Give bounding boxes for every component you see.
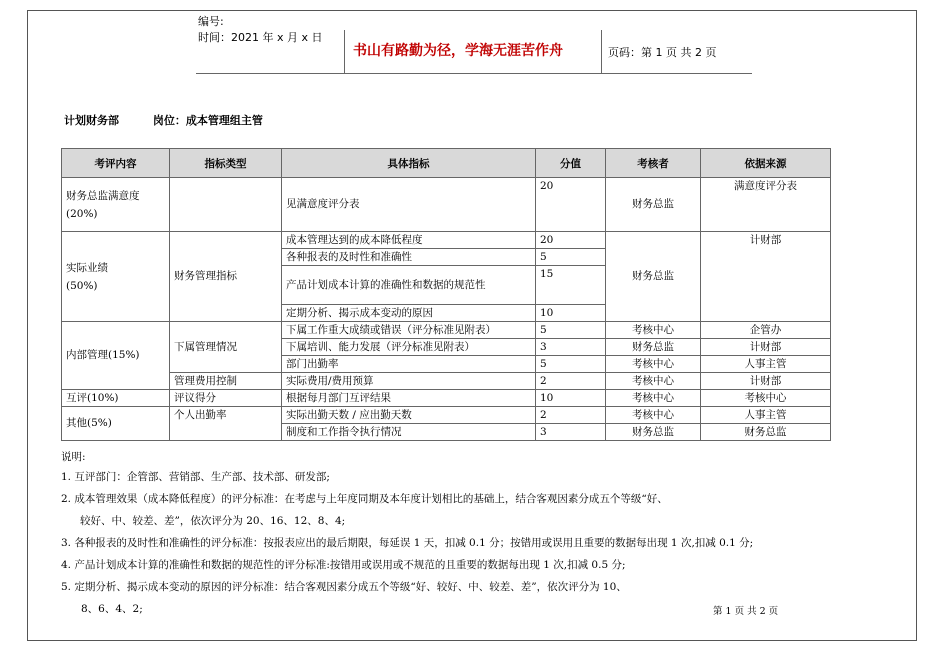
score-cell: 3 (536, 424, 606, 441)
note-item-continuation: 较好、中、较差、差”，依次评分为 20、16、12、8、4; (80, 515, 346, 527)
content-cell: 内部管理(15%) (62, 322, 170, 390)
page-footer: 第 1 页 共 2 页 (713, 606, 779, 617)
indicator-cell: 见满意度评分表 (282, 178, 536, 232)
table-row (62, 390, 831, 407)
assessor-cell: 财务总监 (606, 178, 701, 232)
content-cell (62, 178, 170, 232)
indicator-cell: 定期分析、揭示成本变动的原因 (282, 305, 536, 322)
note-item: 3. 各种报表的及时性和准确性的评分标准：按报表应出的最后期限，每延误 1 天，扣减 0.1 分；按错用或误用且重要的数据每出现 1 次,扣减 0.1 分; (61, 537, 754, 549)
notes-section (61, 448, 861, 620)
assessor-cell: 考核中心 (606, 356, 701, 373)
source-cell: 满意度评分表 (701, 178, 831, 232)
score-cell: 3 (536, 339, 606, 356)
indicator-cell: 下属培训、能力发展（评分标准见附表） (282, 339, 536, 356)
assessor-cell: 财务总监 (606, 232, 701, 322)
content-label: 财务总监满意度 (66, 189, 140, 202)
header-motto: 书山有路勤为径，学海无涯苦作舟 (353, 43, 563, 59)
source-cell: 计财部 (701, 339, 831, 356)
position-title: 岗位：成本管理组主管 (152, 114, 263, 127)
content-cell: 其他(5%) (62, 407, 170, 441)
table-row (62, 407, 831, 424)
source-cell: 人事主管 (701, 356, 831, 373)
table-row (62, 232, 831, 249)
indicator-cell: 实际出勤天数 / 应出勤天数 (282, 407, 536, 424)
table-row (62, 322, 831, 339)
notes-title: 说明: (61, 451, 86, 463)
header-type: 指标类型 (170, 149, 282, 178)
indicator-cell: 制度和工作指令执行情况 (282, 424, 536, 441)
content-cell (62, 232, 170, 322)
department-line (64, 112, 293, 128)
indicator-cell: 实际费用/费用预算 (282, 373, 536, 390)
assessor-cell: 考核中心 (606, 407, 701, 424)
note-item-continuation: 8、6、4、2; (81, 603, 143, 615)
score-cell: 20 (536, 178, 606, 232)
indicator-cell: 产品计划成本计算的准确性和数据的规范性 (282, 266, 536, 305)
score-cell: 5 (536, 356, 606, 373)
note-item: 4. 产品计划成本计算的准确性和数据的规范性的评分标准:按错用或误用或不规范的且重要的数据每出现 1 次,扣减 0.5 分; (61, 559, 626, 571)
source-cell: 考核中心 (701, 390, 831, 407)
note-item: 5. 定期分析、揭示成本变动的原因的评分标准：结合客观因素分成五个等级“好、较好、中、较差、差”，依次评分为 10、 (61, 581, 627, 593)
type-cell: 个人出勤率 (170, 407, 282, 441)
table-header-row (62, 149, 831, 178)
type-cell: 管理费用控制 (170, 373, 282, 390)
assessor-cell: 财务总监 (606, 424, 701, 441)
source-cell: 人事主管 (701, 407, 831, 424)
content-weight: (50%) (66, 279, 98, 292)
assessor-cell: 考核中心 (606, 322, 701, 339)
indicator-cell: 根据每月部门互评结果 (282, 390, 536, 407)
assessor-cell: 考核中心 (606, 390, 701, 407)
document-date: 时间：2021 年 x 月 x 日 (198, 31, 323, 44)
score-cell: 5 (536, 322, 606, 339)
document-number: 编号: (198, 15, 224, 28)
indicator-cell: 部门出勤率 (282, 356, 536, 373)
header-score: 分值 (536, 149, 606, 178)
score-cell: 10 (536, 390, 606, 407)
indicator-cell: 下属工作重大成绩或错误（评分标准见附表） (282, 322, 536, 339)
assessor-cell: 财务总监 (606, 339, 701, 356)
assessor-cell: 考核中心 (606, 373, 701, 390)
score-cell: 20 (536, 232, 606, 249)
source-cell: 计财部 (701, 232, 831, 322)
department-name: 计划财务部 (64, 114, 119, 127)
content-label: 实际业绩 (66, 261, 108, 274)
type-cell: 财务管理指标 (170, 232, 282, 322)
header-divider-left (344, 30, 345, 73)
source-cell: 计财部 (701, 373, 831, 390)
content-weight: (20%) (66, 207, 98, 220)
score-cell: 2 (536, 407, 606, 424)
source-cell: 财务总监 (701, 424, 831, 441)
score-cell: 2 (536, 373, 606, 390)
note-item: 2. 成本管理效果（成本降低程度）的评分标准：在考虑与上年度同期及本年度计划相比的基础上，结合客观因素分成五个等级“好、 (61, 493, 668, 505)
score-cell: 5 (536, 249, 606, 266)
type-cell: 评议得分 (170, 390, 282, 407)
note-item: 1. 互评部门：企管部、营销部、生产部、技术部、研发部; (61, 471, 330, 483)
header-divider-right (601, 30, 602, 73)
table-row (62, 178, 831, 232)
header-underline (196, 73, 752, 74)
score-cell: 15 (536, 266, 606, 305)
header-source: 依据来源 (701, 149, 831, 178)
type-cell: 下属管理情况 (170, 322, 282, 373)
table-row (62, 373, 831, 390)
header-indicator: 具体指标 (282, 149, 536, 178)
assessment-table (61, 148, 831, 441)
header-content: 考评内容 (62, 149, 170, 178)
score-cell: 10 (536, 305, 606, 322)
indicator-cell: 成本管理达到的成本降低程度 (282, 232, 536, 249)
source-cell: 企管办 (701, 322, 831, 339)
type-cell (170, 178, 282, 232)
header-page-number: 页码：第 1 页 共 2 页 (608, 46, 717, 59)
content-cell: 互评(10%) (62, 390, 170, 407)
header-assessor: 考核者 (606, 149, 701, 178)
indicator-cell: 各种报表的及时性和准确性 (282, 249, 536, 266)
header-left (198, 14, 323, 46)
